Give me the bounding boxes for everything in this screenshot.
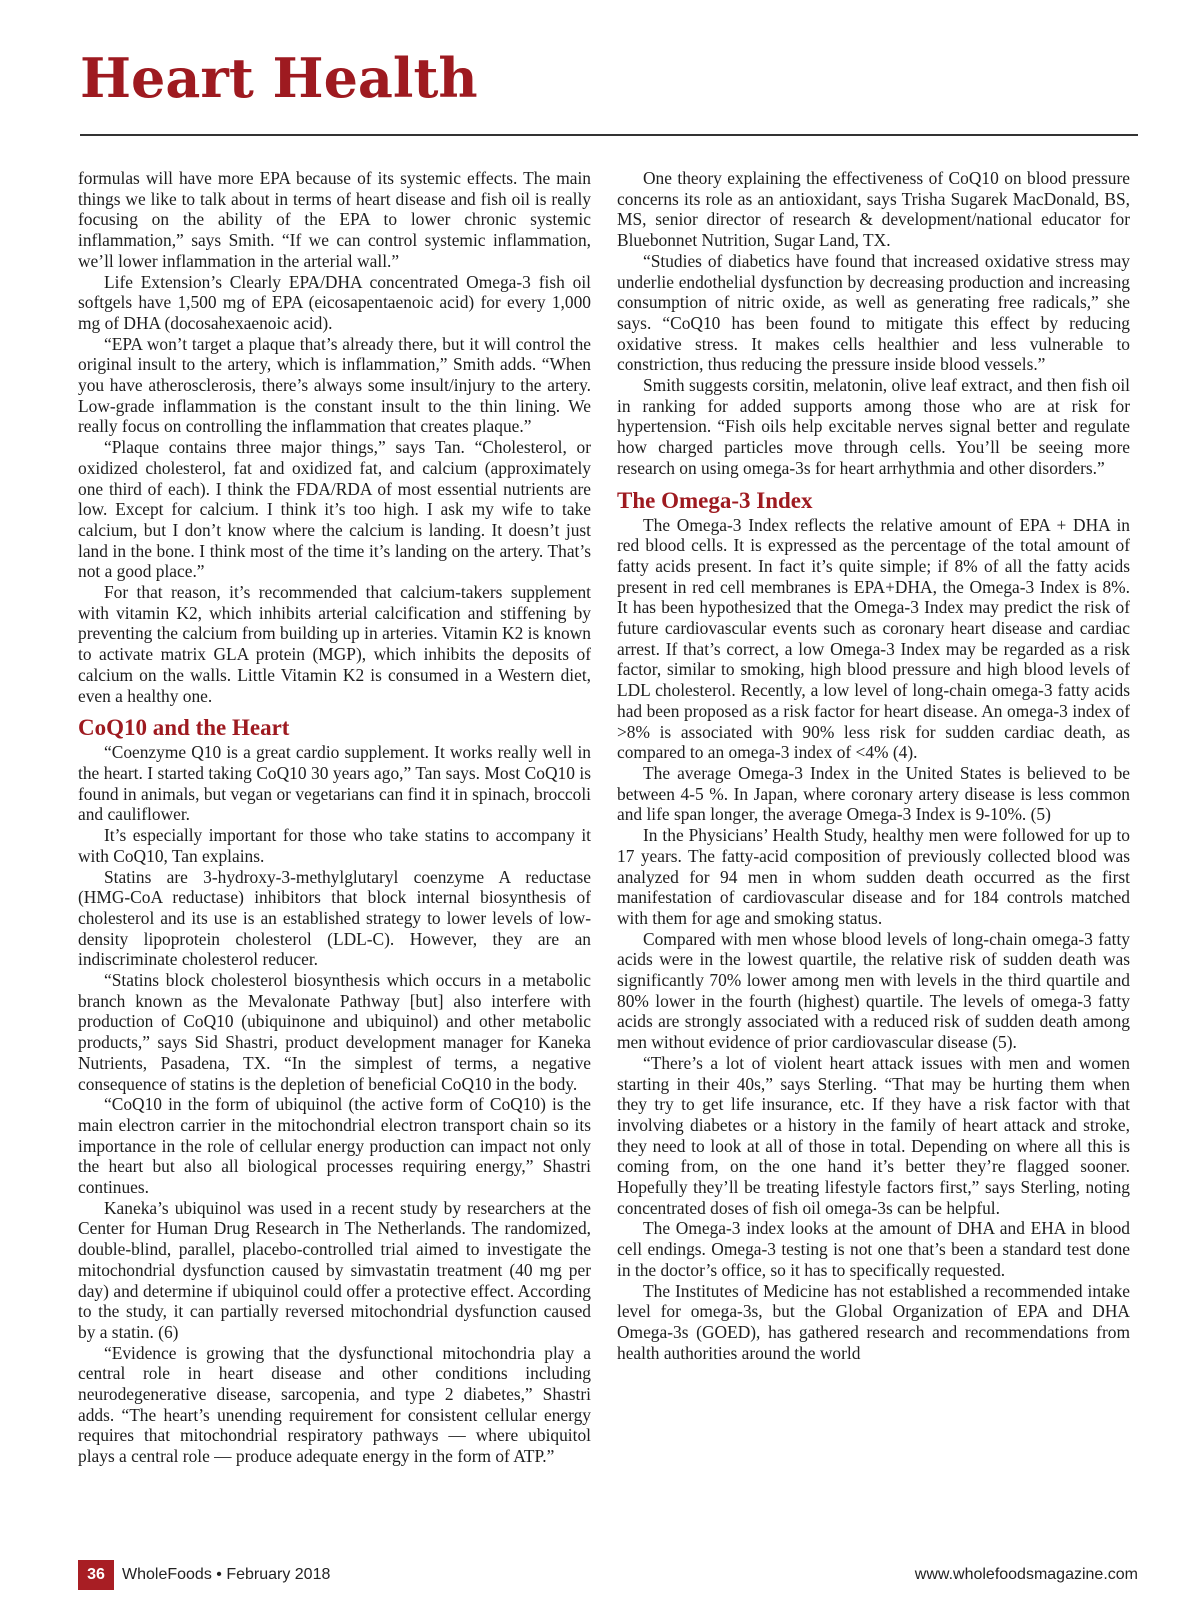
section-title: Heart Health — [80, 46, 478, 110]
paragraph: Compared with men whose blood levels of long-chain omega-3 fatty acids were in the lowest quartile, the relative risk of sudden death was significantly 70% lower among men with levels in the third quartile and 80% lower in the fourth (highest) quartile. The levels of omega-3 fatty acids are strongly associated with a reduced risk of sudden death among men without evidence of prior cardiovascular disease (5). — [617, 928, 1130, 1053]
header-divider — [80, 134, 1138, 136]
paragraph: In the Physicians’ Health Study, healthy men were followed for up to 17 years. The fatty-acid composition of previously collected blood was analyzed for 94 men in whom sudden death occurred as the first manifestation of cardiovascular disease and for 184 controls matched with them for age and smoking status. — [617, 825, 1130, 928]
article-column-left — [78, 168, 591, 1538]
paragraph: “Studies of diabetics have found that increased oxidative stress may underlie endothelial dysfunction by decreasing production and increasing consumption of nitric oxide, as well as generating free radicals,” she says. “CoQ10 has been found to mitigate this effect by reducing oxidative stress. It makes cells healthier and less vulnerable to constriction, thus reducing the pressure inside blood vessels.” — [617, 250, 1130, 375]
paragraph: “CoQ10 in the form of ubiquinol (the active form of CoQ10) is the main electron carrier in the mitochondrial electron transport chain so its importance in the role of cellular energy production can impact not only the heart but also all biological processes requiring energy,” Shastri continues. — [78, 1094, 591, 1198]
paragraph: The Omega-3 Index reflects the relative amount of EPA + DHA in red blood cells. It is expressed as the percentage of the total amount of fatty acids present. In fact it’s quite simple; if 8% of all the fatty acids present in red cell membranes is EPA+DHA, the Omega-3 Index is 8%. It has been hypothesized that the Omega-3 Index may predict the risk of future cardiovascular events such as coronary heart disease and cardiac arrest. If that’s correct, a low Omega-3 Index may be regarded as a risk factor, similar to smoking, high blood pressure and high blood levels of LDL cholesterol. Recently, a low level of long-chain omega-3 fatty acids had been proposed as a risk factor for heart disease. An omega-3 index of >8% is associated with 90% less risk for sudden cardiac death, as compared to an omega-3 index of <4% (4). — [617, 514, 1130, 763]
page-footer — [78, 1560, 1138, 1590]
paragraph: “Evidence is growing that the dysfunctional mitochondria play a central role in heart disease and other conditions including neurodegenerative disease, sarcopenia, and type 2 diabetes,” Shastri adds. “The heart’s unending requirement for consistent cellular energy requires that mitochondrial respiratory pathways — where ubiquitol plays a central role — produce adequate energy in the form of ATP.” — [78, 1342, 591, 1467]
paragraph: Life Extension’s Clearly EPA/DHA concentrated Omega-3 fish oil softgels have 1,500 mg of EPA (eicosapentaenoic acid) for every 1,000 mg of DHA (docosahexaenoic acid). — [78, 271, 591, 333]
article-column-right — [617, 168, 1130, 1538]
paragraph: “Statins block cholesterol biosynthesis which occurs in a metabolic branch known as the Mevalonate Pathway [but] also interfere with production of CoQ10 (ubiquinone and ubiquinol) and other metabolic products,” says Sid Shastri, product development manager for Kaneka Nutrients, Pasadena, TX. “In the simplest of terms, a negative consequence of statins is the depletion of beneficial CoQ10 in the body. — [78, 970, 591, 1094]
paragraph: The Omega-3 index looks at the amount of DHA and EHA in blood cell endings. Omega-3 testing is not one that’s been a standard test done in the doctor’s office, so it has to specifically requested. — [617, 1218, 1130, 1280]
paragraph: The average Omega-3 Index in the United States is believed to be between 4-5 %. In Japan, where coronary artery disease is less common and life span longer, the average Omega-3 Index is 9-10%. (5) — [617, 762, 1130, 825]
publication-info: WholeFoods • February 2018 — [122, 1566, 331, 1583]
paragraph: “Plaque contains three major things,” says Tan. “Cholesterol, or oxidized cholesterol, fat and oxidized fat, and calcium (approximately one third of each). I think the FDA/RDA of most essential nutrients are low. Except for calcium. I think it’s too high. I ask my wife to take calcium, but I don’t know where the calcium is landing. It doesn’t just land in the bone. I think most of the time it’s landing on the artery. That’s not a good place.” — [78, 437, 591, 582]
paragraph: “Coenzyme Q10 is a great cardio supplement. It works really well in the heart. I started taking CoQ10 30 years ago,” Tan says. Most CoQ10 is found in animals, but vegan or vegetarians can find it in spinach, broccoli and cauliflower. — [78, 742, 591, 825]
paragraph: One theory explaining the effectiveness of CoQ10 on blood pressure concerns its role as an antioxidant, says Trisha Sugarek MacDonald, BS, MS, senior director of research & development/national educator for Bluebonnet Nutrition, Sugar Land, TX. — [617, 168, 1130, 251]
subheading-coq10: CoQ10 and the Heart — [78, 715, 290, 741]
paragraph: formulas will have more EPA because of its systemic effects. The main things we like to talk about in terms of heart disease and fish oil is really focusing on the ability of the EPA to lower chronic systemic inflammation,” says Smith. “If we can control systemic inflammation, we’ll lower inflammation in the arterial wall.” — [78, 168, 591, 271]
website-url: www.wholefoodsmagazine.com — [914, 1566, 1138, 1583]
subheading-omega3-index: The Omega-3 Index — [617, 487, 813, 513]
paragraph: The Institutes of Medicine has not established a recommended intake level for omega-3s, but the Global Organization of EPA and DHA Omega-3s (GOED), has gathered research and recommendations from health authorities around the world — [617, 1280, 1130, 1363]
paragraph: Smith suggests corsitin, melatonin, olive leaf extract, and then fish oil in ranking for added supports among those who are at risk for hypertension. “Fish oils help excitable nerves signal better and regulate how charged particles move through cells. You’ll be seeing more research on using omega-3s for heart arrhythmia and other disorders.” — [617, 375, 1130, 478]
paragraph: “EPA won’t target a plaque that’s already there, but it will control the original insult to the artery, which is inflammation,” Smith adds. “When you have atherosclerosis, there’s always some insult/injury to the artery. Low-grade inflammation is the constant insult to the thin lining. We really focus on controlling the inflammation that creates plaque.” — [78, 333, 591, 437]
paragraph: “There’s a lot of violent heart attack issues with men and women starting in their 40s,” says Sterling. “That may be hurting them when they try to get life insurance, etc. If they have a risk factor with that involving diabetes or a history in the family of heart attack and stroke, they need to look at all of those in total. Depending on where all this is coming from, on the one hand it’s better they’re flagged sooner. Hopefully they’ll be treating lifestyle factors first,” says Sterling, noting concentrated doses of fish oil omega-3s can be helpful. — [617, 1052, 1130, 1218]
paragraph: Statins are 3-hydroxy-3-methylglutaryl coenzyme A reductase (HMG-CoA reductase) inhibitors that block internal biosynthesis of cholesterol and its use is an established strategy to lower levels of low-density lipoprotein cholesterol (LDL-C). However, they are an indiscriminate cholesterol reducer. — [78, 866, 591, 970]
paragraph: For that reason, it’s recommended that calcium-takers supplement with vitamin K2, which inhibits arterial calcification and stiffening by preventing the calcium from building up in arteries. Vitamin K2 is known to activate matrix GLA protein (MGP), which inhibits the deposits of calcium on the walls. Little Vitamin K2 is consumed in a Western diet, even a healthy one. — [78, 582, 591, 706]
page-number: 36 — [78, 1560, 114, 1590]
paragraph: It’s especially important for those who take statins to accompany it with CoQ10, Tan explains. — [78, 825, 591, 866]
paragraph: Kaneka’s ubiquinol was used in a recent study by researchers at the Center for Human Drug Research in The Netherlands. The randomized, double-blind, parallel, placebo-controlled trial aimed to investigate the mitochondrial dysfunction caused by simvastatin treatment (40 mg per day) and determine if ubiquinol could offer a protective effect. According to the study, it can partially reversed mitochondrial dysfunction caused by a statin. (6) — [78, 1197, 591, 1342]
